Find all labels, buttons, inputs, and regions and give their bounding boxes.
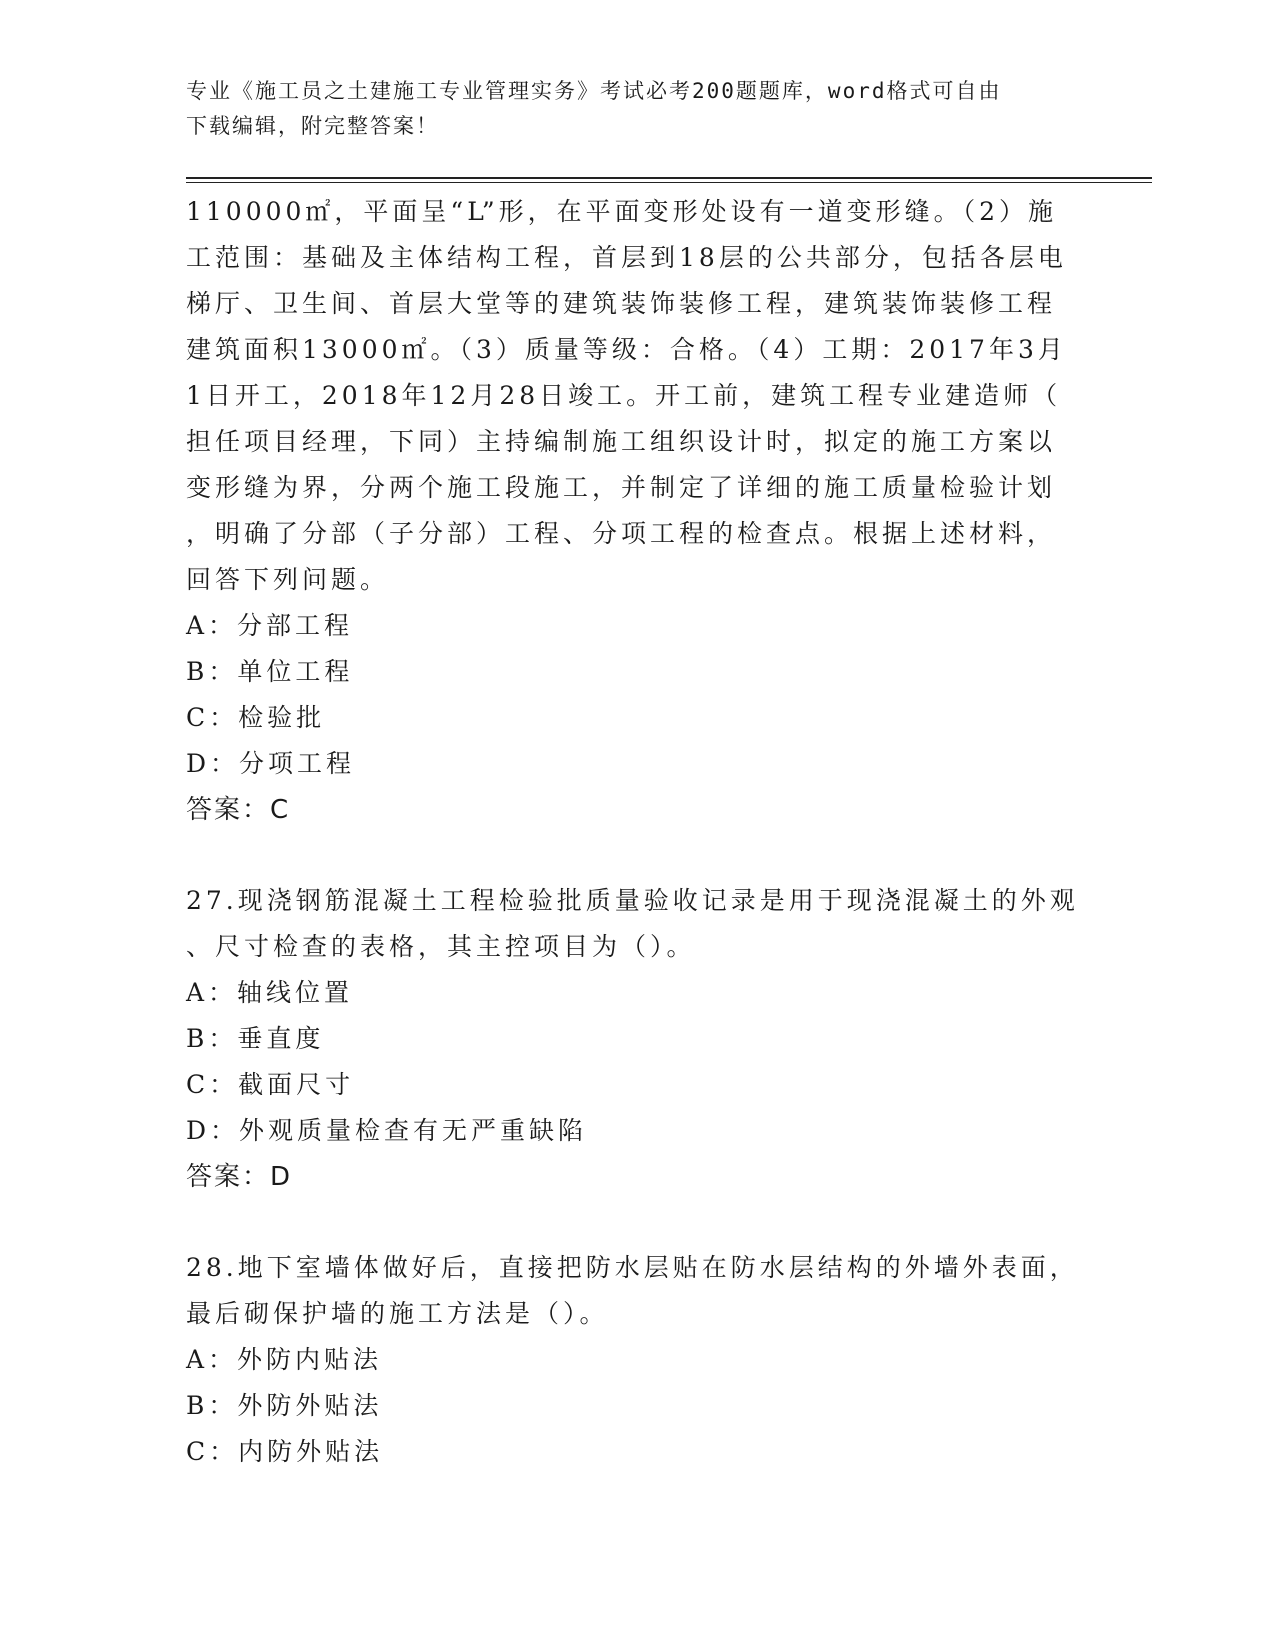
document-header — [186, 74, 1086, 144]
question-text-line: 工范围：基础及主体结构工程，首层到18层的公共部分，包括各层电 — [186, 243, 1067, 272]
question-text-line: 建筑面积13000㎡。（3）质量等级：合格。（4）工期：2017年3月 — [186, 335, 1067, 364]
option-b: B：外防外贴法 — [186, 1391, 383, 1420]
option-c: C：内防外贴法 — [186, 1437, 384, 1466]
question-content — [186, 189, 1086, 1475]
option-b: B：垂直度 — [186, 1024, 325, 1053]
question-27-block — [186, 878, 1086, 1200]
question-text-line: 变形缝为界，分两个施工段施工，并制定了详细的施工质量检验计划 — [186, 473, 1057, 502]
answer-label: 答案：D — [186, 1162, 293, 1192]
question-text-line: 回答下列问题。 — [186, 565, 390, 594]
question-text-line: ，明确了分部（子分部）工程、分项工程的检查点。根据上述材料， — [186, 519, 1057, 548]
option-a: A：分部工程 — [186, 611, 354, 640]
question-text-line: 110000㎡，平面呈“L”形，在平面变形处设有一道变形缝。（2）施 — [186, 197, 1058, 226]
question-26-block — [186, 189, 1086, 833]
question-text-line: 担任项目经理，下同）主持编制施工组织设计时，拟定的施工方案以 — [186, 427, 1057, 456]
option-d: D：外观质量检查有无严重缺陷 — [186, 1116, 588, 1145]
header-divider-thick — [186, 177, 1152, 179]
question-28-block — [186, 1245, 1086, 1475]
question-text-line: 、尺寸检查的表格，其主控项目为（）。 — [186, 932, 696, 961]
option-a: A：轴线位置 — [186, 978, 354, 1007]
option-d: D：分项工程 — [186, 749, 356, 778]
option-c: C：检验批 — [186, 703, 326, 732]
header-line-2: 下载编辑，附完整答案！ — [186, 114, 439, 138]
question-text-line: 1日开工，2018年12月28日竣工。开工前，建筑工程专业建造师（ — [186, 381, 1062, 410]
question-text-line: 28.地下室墙体做好后，直接把防水层贴在防水层结构的外墙外表面， — [186, 1253, 1079, 1282]
option-b: B：单位工程 — [186, 657, 354, 686]
question-text-line: 27.现浇钢筋混凝土工程检验批质量验收记录是用于现浇混凝土的外观 — [186, 886, 1079, 915]
option-c: C：截面尺寸 — [186, 1070, 355, 1099]
header-line-1: 专业《施工员之土建施工专业管理实务》考试必考200题题库，word格式可自由 — [186, 79, 1002, 103]
question-text-line: 最后砌保护墙的施工方法是（）。 — [186, 1299, 609, 1328]
option-a: A：外防内贴法 — [186, 1345, 383, 1374]
question-spacer — [186, 833, 1086, 878]
question-spacer — [186, 1200, 1086, 1245]
header-divider-thin — [186, 182, 1152, 183]
answer-label: 答案：C — [186, 795, 291, 825]
question-text-line: 梯厅、卫生间、首层大堂等的建筑装饰装修工程，建筑装饰装修工程 — [186, 289, 1057, 318]
